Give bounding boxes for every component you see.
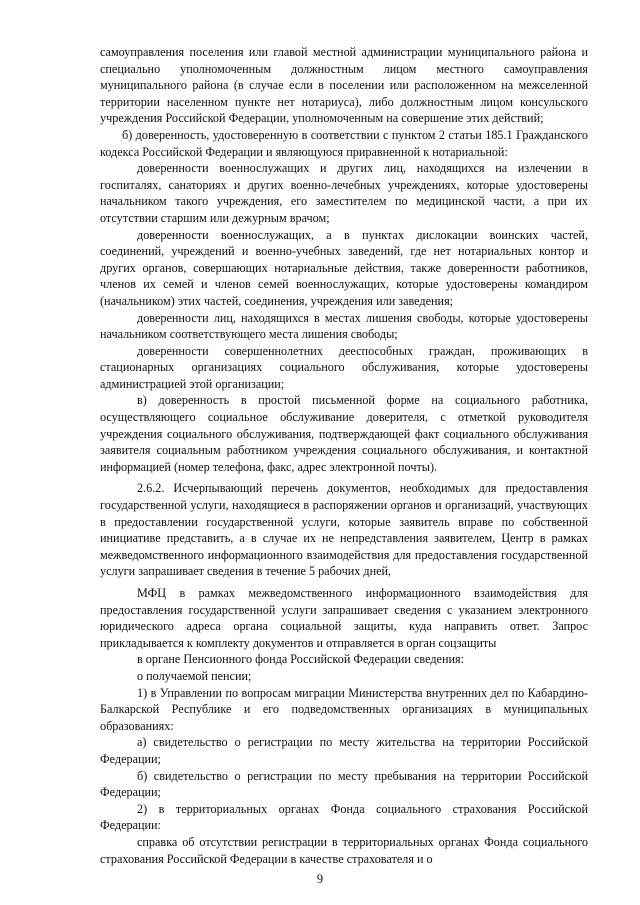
paragraph-military-hospital: доверенности военнослужащих и других лиц, находящихся на излечении в госпиталях, санаториях и других военно-лечебных учреждениях, которые удостоверены начальником такого учреждения, его заместителем по медицинской части, а при их отсутствии старшим или дежурным врачом; <box>100 161 588 225</box>
paragraph-2-6-2: 2.6.2. Исчерпывающий перечень документов, необходимых для предоставления государственной услуги, находящиеся в распоряжении органов и организаций, участвующих в предоставлении государственной услуги, которые заявитель вправе по собственной инициативе представить, а в случае их не непредставления заявителем, Центр в рамках межведомственного информационного взаимодействия для предоставления государственной услуги запрашивает сведения в течение 5 рабочих дней, <box>100 481 588 579</box>
paragraph-migration: 1) в Управлении по вопросам миграции Министерства внутренних дел по Кабардино-Балкарской Республике и его подведомственных организациях в муниципальных образованиях: <box>100 685 588 733</box>
page-number: 9 <box>316 872 324 886</box>
document-page <box>100 44 588 867</box>
paragraph-military-units: доверенности военнослужащих, а в пунктах дислокации воинских частей, соединений, учреждений и военно-учебных заведений, где нет нотариальных контор и других органов, совершающих нотариальные действия, также доверенности работников, членов их семей и членов семей военнослужащих, которые удостоверены командиром (начальником) этих частей, соединения, учреждения или заведения; <box>100 227 588 308</box>
paragraph-care-homes: доверенности совершеннолетних дееспособных граждан, проживающих в стационарных организациях социального обслуживания, которые удостоверены администрацией этой организации; <box>100 343 588 391</box>
paragraph-mfc: МФЦ в рамках межведомственного информационного взаимодействия для предоставления государственной услуги запрашивает сведения с указанием электронного юридического адреса органа социальной защиты, куда направить ответ. Запрос прикладывается к комплекту документов и отправляется в орган соцзащиты <box>100 586 588 650</box>
paragraph-social-insurance: 2) в территориальных органах Фонда социального страхования Российской Федерации: <box>100 801 588 833</box>
paragraph-reference: справка об отсутствии регистрации в территориальных органах Фонда социального страхования Российской Федерации в качестве страхователя и о <box>100 834 588 866</box>
paragraph-pension: о получаемой пенсии; <box>137 668 252 683</box>
paragraph-stay-certificate: б) свидетельство о регистрации по месту пребывания на территории Российской Федерации; <box>100 768 588 800</box>
paragraph-item-b: б) доверенность, удостоверенную в соответствии с пунктом 2 статьи 185.1 Гражданского кодекса Российской Федерации и являющуюся приравненной к нотариальной: <box>100 127 588 159</box>
paragraph-continuation: самоуправления поселения или главой местной администрации муниципального района и специально уполномоченным должностным лицом местного самоуправления муниципального района (в случае если в поселении или расположенном на межселенной территории населенном пункте нет нотариуса), либо должностным лицом консульского учреждения Российской Федерации, уполномоченным на совершение этих действий; <box>100 45 588 126</box>
paragraph-prison: доверенности лиц, находящихся в местах лишения свободы, которые удостоверены начальником соответствующего места лишения свободы; <box>100 310 588 342</box>
paragraph-pension-fund: в органе Пенсионного фонда Российской Федерации сведения: <box>137 652 464 667</box>
paragraph-residence-certificate: а) свидетельство о регистрации по месту жительства на территории Российской Федерации; <box>100 735 588 766</box>
paragraph-item-v: в) доверенность в простой письменной форме на социального работника, осуществляющего социальное обслуживание доверителя, с отметкой руководителя учреждения социального обслуживания, подтверждающей факт социального обслуживания заявителя социальным работником учреждения социального обслуживания, и контактной информацией (номер телефона, факс, адрес электронной почты). <box>100 393 588 474</box>
